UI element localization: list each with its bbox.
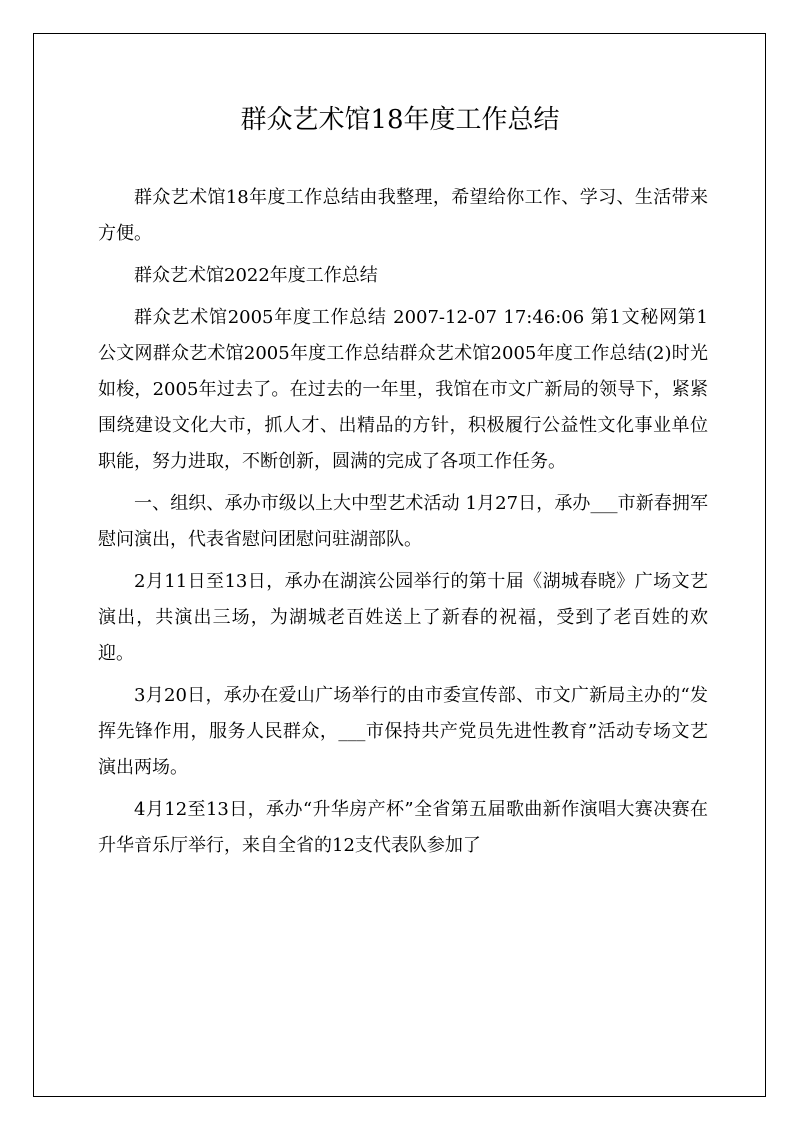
paragraph-section-one: 一、组织、承办市级以上大中型艺术活动 1月27日，承办___市新春拥军慰问演出，代表省慰问团慰问驻湖部队。 <box>98 493 708 550</box>
paragraph-subtitle: 群众艺术馆2022年度工作总结 <box>134 265 378 286</box>
paragraph-feb-event: 2月11日至13日，承办在湖滨公园举行的第十届《湖城春晓》广场文艺演出，共演出三场，为湖城老百姓送上了新春的祝福，受到了老百姓的欢迎。 <box>98 571 708 664</box>
paragraph-mar-event: 3月20日，承办在爱山广场举行的由市委宣传部、市文广新局主办的“发挥先锋作用，服务人民群众，___市保持共产党员先进性教育”活动专场文艺演出两场。 <box>98 685 708 778</box>
paragraph-apr-event: 4月12至13日，承办“升华房产杯”全省第五届歌曲新作演唱大赛决赛在升华音乐厅举行，来自全省的12支代表队参加了 <box>98 799 708 856</box>
document-body <box>98 180 708 870</box>
paragraph-intro: 群众艺术馆18年度工作总结由我整理，希望给你工作、学习、生活带来方便。 <box>98 187 708 244</box>
paragraph-summary: 群众艺术馆2005年度工作总结 2007-12-07 17:46:06 第1文秘网第1公文网群众艺术馆2005年度工作总结群众艺术馆2005年度工作总结(2)时光如梭，2005年过去了。在过去的一年里，我馆在市文广新局的领导下，紧紧围绕建设文化大市，抓人才、出精品的方针，积极履行公益性文化事业单位职能，努力进取，不断创新，圆满的完成了各项工作任务。 <box>98 307 708 472</box>
document-title: 群众艺术馆18年度工作总结 <box>240 105 560 135</box>
